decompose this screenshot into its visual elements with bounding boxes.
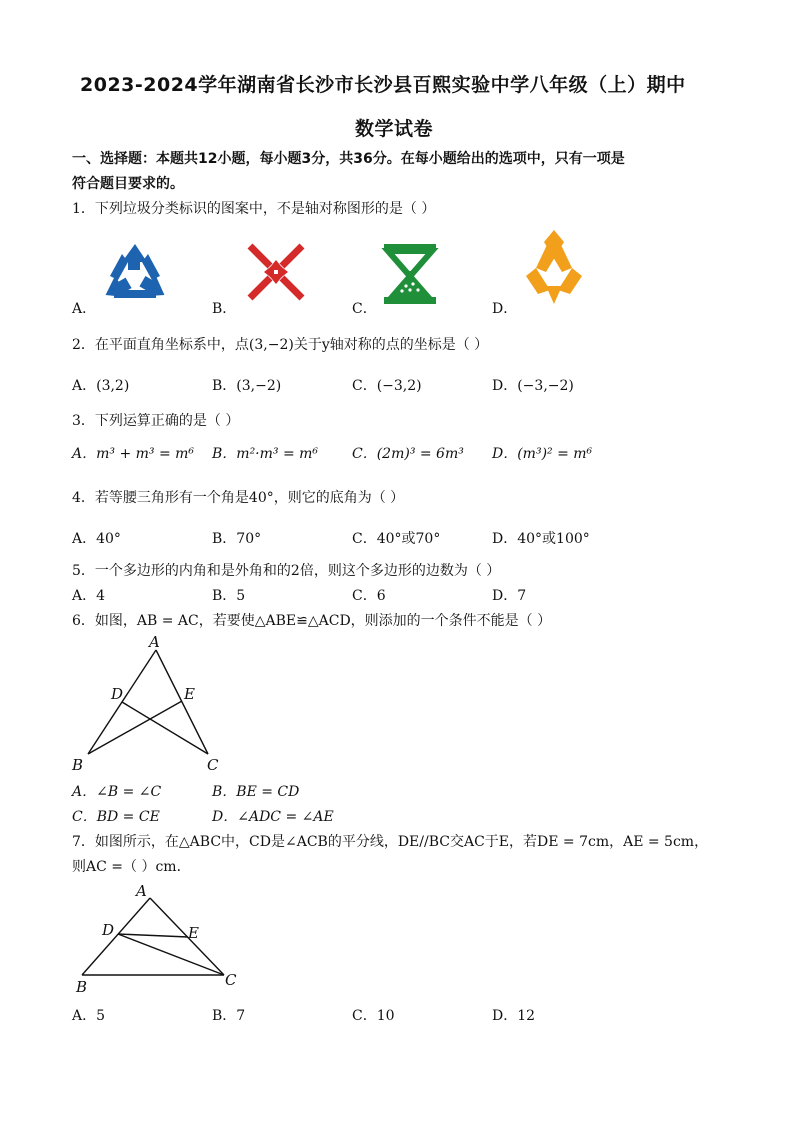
q6-option-a: A．∠B = ∠C (72, 784, 162, 800)
q7-label-e: E (188, 924, 199, 942)
question-7-stem: 7．如图所示，在△ABC中，CD是∠ACB的平分线，DE//BC交AC于E，若DE = 7cm，AE = 5cm， (72, 834, 709, 850)
q7-label-b: B (76, 978, 88, 996)
question-2-stem: 2．在平面直角坐标系中，点(3,−2)关于y轴对称的点的坐标是（ ） (72, 337, 489, 353)
question-5-stem: 5．一个多边形的内角和是外角和的2倍，则这个多边形的边数为（ ） (72, 563, 501, 579)
q5-option-b: B．5 (212, 588, 246, 604)
page-subtitle: 数学试卷 (355, 118, 434, 140)
q2-option-b: B．(3,−2) (212, 378, 282, 394)
q6-label-d: D (111, 685, 124, 703)
q5-option-d: D．7 (492, 588, 527, 604)
q6-option-d: D．∠ADC = ∠AE (212, 809, 334, 825)
q1-label-b: B． (212, 301, 237, 317)
hourglass-icon (382, 242, 438, 306)
section-heading: 一、选择题：本题共12小题，每小题3分，共36分。在每小题给出的选项中，只有一项是 (72, 151, 625, 167)
q6-label-a: A (149, 633, 160, 651)
q7-label-c: C (225, 971, 237, 989)
q6-label-e: E (184, 685, 195, 703)
q6-option-b: B．BE = CD (212, 784, 300, 800)
q7-option-b: B．7 (212, 1008, 246, 1024)
q6-option-c: C．BD = CE (72, 809, 160, 825)
q4-option-b: B．70° (212, 531, 262, 547)
q2-option-a: A．(3,2) (72, 378, 130, 394)
q5-option-a: A．4 (72, 588, 106, 604)
q4-option-a: A．40° (72, 531, 121, 547)
q6-label-c: C (207, 756, 219, 774)
q7-label-a: A (136, 882, 147, 900)
recycle-icon (100, 240, 170, 308)
page-title: 2023-2024学年湖南省长沙市长沙县百熙实验中学八年级（上）期中 (80, 74, 686, 96)
q2-option-d: D．(−3,−2) (492, 378, 574, 394)
q7-triangle-figure (72, 880, 252, 1000)
question-1-stem: 1．下列垃圾分类标识的图案中，不是轴对称图形的是（ ） (72, 201, 436, 217)
question-3-stem: 3．下列运算正确的是（ ） (72, 413, 240, 429)
q7-option-c: C．10 (352, 1008, 395, 1024)
q1-label-d: D． (492, 301, 518, 317)
q4-option-d: D．40°或100° (492, 531, 590, 547)
triangle-arrows-icon (522, 228, 586, 308)
q7-label-d: D (102, 921, 115, 939)
question-4-stem: 4．若等腰三角形有一个角是40°，则它的底角为（ ） (72, 490, 405, 506)
question-7-stem-cont: 则AC =（ ）cm． (72, 859, 191, 875)
q1-label-c: C． (352, 301, 377, 317)
q5-option-c: C．6 (352, 588, 386, 604)
q3-option-b: B．m²·m³ = m⁶ (212, 446, 319, 462)
section-heading-cont: 符合题目要求的。 (72, 176, 184, 192)
q2-option-c: C．(−3,2) (352, 378, 422, 394)
q7-option-d: D．12 (492, 1008, 536, 1024)
q3-option-c: C．(2m)³ = 6m³ (352, 446, 464, 462)
q6-triangle-figure (70, 634, 230, 774)
q7-option-a: A．5 (72, 1008, 106, 1024)
cross-arrows-icon (244, 240, 308, 304)
q1-label-a: A． (72, 301, 97, 317)
q4-option-c: C．40°或70° (352, 531, 441, 547)
q3-option-d: D．(m³)² = m⁶ (492, 446, 593, 462)
q6-label-b: B (72, 756, 84, 774)
question-6-stem: 6．如图，AB = AC，若要使△ABE≌△ACD，则添加的一个条件不能是（ ） (72, 613, 552, 629)
q3-option-a: A．m³ + m³ = m⁶ (72, 446, 195, 462)
